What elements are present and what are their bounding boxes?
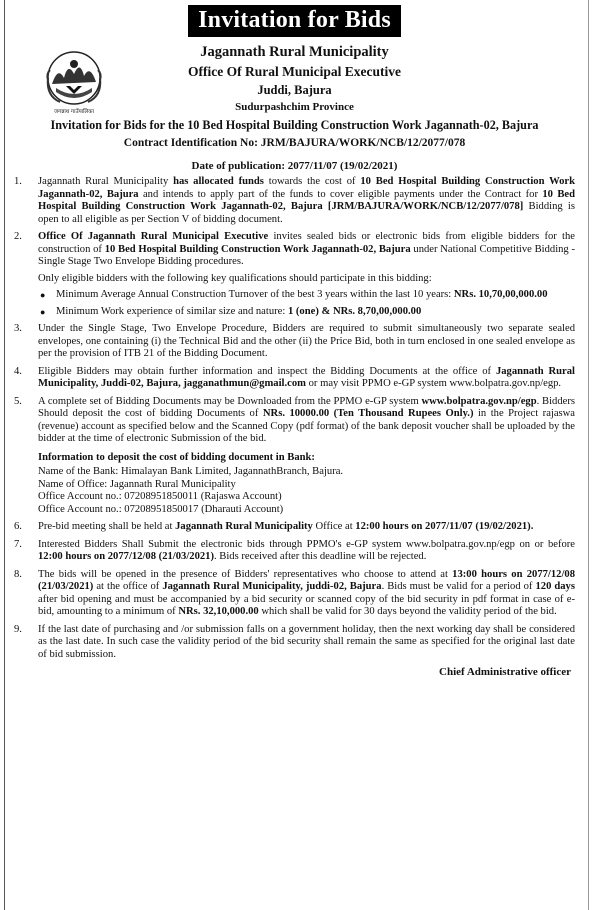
list-item <box>14 396 575 517</box>
publication-date: Date of publication: 2077/11/07 (19/02/2021) <box>191 160 398 172</box>
qualification-bullet: ● Minimum Average Annual Construction Turnover of the best 3 years within the last 10 years: NRs. 10,70,00,000.00 <box>40 289 548 300</box>
item-text: Under the Single Stage, Two Envelope Procedure, Bidders are required to submit simultaneously two separate sealed envelopes, one containing (i) the Technical Bid and the other (ii) the Price Bid, both in turn enclosed in one sealed envelope as per the provision of ITB 21 of the Bidding Document. <box>38 323 575 359</box>
bank-info-heading: Information to deposit the cost of bidding document in Bank: <box>38 451 315 463</box>
list-item <box>14 521 575 534</box>
emblem-text: जगन्नाथ गाउँपालिका <box>54 109 94 115</box>
item-number: 5. <box>14 395 22 407</box>
bullet-icon: ● <box>40 290 46 300</box>
office-address: Juddi, Bajura <box>257 83 332 97</box>
signature: Chief Administrative officer <box>439 666 571 678</box>
item-number: 8. <box>14 568 22 580</box>
item-number: 7. <box>14 538 22 550</box>
contract-id: Contract Identification No: JRM/BAJURA/WORK/NCB/12/2077/078 <box>123 137 466 149</box>
item-number: 2. <box>14 231 22 242</box>
item-number: 6. <box>14 521 22 532</box>
right-border <box>588 0 589 910</box>
notice-title: Invitation for Bids for the 10 Bed Hospital Building Construction Work Jagannath-02, Bajura <box>50 118 539 132</box>
list-item <box>14 539 575 564</box>
item-text: Interested Bidders Shall Submit the electronic bids through PPMO's e-GP system www.bolpatra.gov.np/egp on or before 12:00 hours on 2077/12/08 (21/03/2021). Bids received after this deadline will be rejected. <box>38 538 575 562</box>
bullet-icon: ● <box>40 306 46 317</box>
item-text: A complete set of Bidding Documents may be Downloaded from the PPMO e-GP system www.bolpatra.gov.np/egp. Bidders Should deposit the cost of bidding Documents of NRs. 10000.00 (Ten Thousand Rupees Only.) in the Project rajaswa (revenue) account as specified below and the Scanned Copy (pdf format) of the bank deposit voucher shall be uploaded by the bidder at the time of electronic Submission of the bid. Information to deposit the cost of bidding document in Bank: Name of the Bank: Himalayan Bank Limited, JagannathBranch, Bajura. Name of Office: Jagannath Rural Municipality Office Account no.: 07208951850011 (Rajaswa Account) Office Account no.: 07208951850017 (Dharauti Account) <box>38 395 576 515</box>
account-rajaswa: Office Account no.: 07208951850011 (Rajaswa Account) <box>38 491 282 502</box>
qualification-intro: Only eligible bidders with the following key qualifications should participate in this bidding: <box>38 272 432 284</box>
item-number: 9. <box>14 623 22 635</box>
left-border <box>4 0 5 910</box>
office-name-line: Name of Office: Jagannath Rural Municipality <box>38 478 236 490</box>
organization-name: Jagannath Rural Municipality <box>200 44 389 60</box>
bank-name: Name of the Bank: Himalayan Bank Limited, JagannathBranch, Bajura. <box>38 466 344 477</box>
item-text: If the last date of purchasing and /or submission falls on a government holiday, then the next working day shall be considered as the last date. In such case the validity period of the bid security shall remain the same as specified for the original last date of bid submission. <box>38 623 575 660</box>
item-text: Eligible Bidders may obtain further information and inspect the Bidding Documents at the office of Jagannath Rural Municipality, Juddi-02, Bajura, jagganathmun@gmail.com or may visit PPMO e-GP system www.bolpatra.gov.np/egp. <box>38 365 575 389</box>
notice-items <box>14 176 575 661</box>
office-name: Office Of Rural Municipal Executive <box>188 64 401 79</box>
item-number: 3. <box>14 323 22 334</box>
list-item <box>14 176 575 226</box>
government-emblem-icon <box>42 48 106 116</box>
item-number: 1. <box>14 176 22 187</box>
item-text: Office Of Jagannath Rural Municipal Executive invites sealed bids or electronic bids from eligible bidders for the construction of 10 Bed Hospital Building Construction Work Jagannath-02, Bajura under National Competitive Bidding - Single Stage Two Envelope Bidding procedures. Only eligible bidders with the following key qualifications should participate in this bidding: ● Minimum Average Annual Construction Turnover of the best 3 years within the last 10 years: NRs. 10,70,00,000.00 ● Minimum Work experience of similar size and nature: 1 (one) & NRs. 8,70,00,000.00 <box>38 231 575 317</box>
list-item <box>14 231 575 318</box>
item-text: Jagannath Rural Municipality has allocated funds towards the cost of 10 Bed Hospital Building Construction Work Jagannath-02, Bajura and intends to apply part of the funds to cover eligible payments under the Contract for 10 Bed Hospital Building Construction Work Jagannath-02, Bajura [JRM/BAJURA/WORK/NCB/12/2077/078] Bidding is open to all eligible as per Section V of bidding document. <box>38 176 575 225</box>
province-name: Sudurpashchim Province <box>235 101 354 113</box>
list-item <box>14 569 575 619</box>
banner-title: Invitation for Bids <box>188 5 401 37</box>
list-item <box>14 366 575 391</box>
item-number: 4. <box>14 365 22 377</box>
item-text: Pre-bid meeting shall be held at Jagannath Rural Municipality Office at 12:00 hours on 2077/11/07 (19/02/2021). <box>38 521 534 532</box>
item-text: The bids will be opened in the presence of Bidders' representatives who choose to attend at 13:00 hours on 2077/12/08 (21/03/2021) at the office of Jagannath Rural Municipality, juddi-02, Bajura. Bids must be valid for a period of 120 days after bid opening and must be accompanied by a bid security or scanned copy of the bid security in pdf format in case of e-bid, amounting to a minimum of NRs. 32,10,000.00 which shall be valid for 30 days beyond the validity period of the bid. <box>38 568 575 617</box>
list-item <box>14 624 575 662</box>
account-dharauti: Office Account no.: 07208951850017 (Dharauti Account) <box>38 503 284 515</box>
qualification-bullet: ● Minimum Work experience of similar size and nature: 1 (one) & NRs. 8,70,00,000.00 <box>40 305 422 317</box>
list-item <box>14 323 575 361</box>
